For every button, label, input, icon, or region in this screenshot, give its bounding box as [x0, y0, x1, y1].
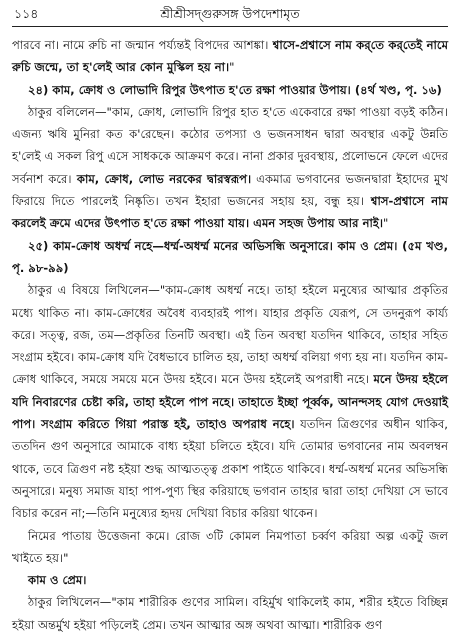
document-page	[0, 4, 460, 632]
bold-text-run: শ্বাসে-প্রশ্বাসে নাম কর্‌তে কর্‌তেই নামে রুচি জন্মে, তা হ'লেই আর কোন মুস্কিল হয় না।	[12, 38, 449, 75]
section-heading-24: ২৪) কাম, ক্রোধ ও লোভাদি রিপুর উৎপাত হ'তে রক্ষা পাওয়ার উপায়। (৪র্থ খণ্ড, পৃ. ১৬)	[28, 82, 442, 97]
text-run: ঠাকুর এ বিষয়ে লিখিলেন—"কাম-ক্রোধ অধর্ম্ম নহে। তাহা হইলে মনুষ্যের আত্মার প্রকৃতির মধ্যে থাকিত না। কাম-ক্রোধের অবৈধ ব্যবহারই পাপ। যাহার প্রকৃতি যেরূপ, সে তদনুরূপ কার্য্য করে। সত্ত্ব, রজ, তম—প্রকৃতির তিনটি অবস্থা। এই তিন অবস্থা যতদিন থাকিবে, তাহার সহিত সংগ্রাম হইবে। কাম-ক্রোধ যদি বৈধভাবে চালিত হয়, তাহা অধর্ম্ম বলিয়া গণ্য হয় না। যতদিন কাম-ক্রোধ থাকিবে, সময়ে সময়ে মনে উদয় হইবে। মনে উদয় হইলেই অপরাধী নহে।	[12, 283, 448, 387]
text-run: "	[383, 216, 389, 231]
paragraph-kam-prem: ঠাকুর লিখিলেন—"কাম শারীরিক গুণের সামিল। বহির্মুখ থাকিলেই কাম, শরীর হইতে বিচ্ছিন্ন হইয়া অন্তর্মুখ হইয়া পড়িলেই প্রেম। তখন আত্মার অঙ্গ অথবা আত্মা। শারীরিক গুণ	[12, 595, 448, 632]
page-body	[12, 34, 448, 636]
page-number: ১১৪	[14, 6, 39, 21]
bold-text-run: শ্বাস-প্রশ্বাসে নাম করলেই ক্রমে এদের উৎপাত হ'তে রক্ষা পাওয়া যায়। এমন সহজ উপায় আর নাই।	[12, 194, 448, 231]
paragraph-neem: নিমের পাতায় উত্তেজনা কমে। রোজ ৩টি কোমল নিমপাতা চর্ব্বণ করিয়া অল্প একটু জল খাইতে হয়।"	[12, 528, 448, 565]
running-title: শ্রীশ্রীসদ্‌গুরুসঙ্গ উপদেশামৃত	[160, 6, 300, 21]
text-run: একমাত্র ভগবানের ভজনদ্বারা ইহাদের মুখ ফিরায়ে দিতে পারলেই নিষ্কৃতি। তখন ইহারা ভজনের সহায় হয়, বন্ধু হয়।	[12, 171, 448, 209]
paragraph-continuation	[12, 34, 448, 79]
subheading-kam-prem: কাম ও প্রেম।	[28, 573, 87, 588]
section-heading-25: ২৫) কাম-ক্রোধ অধর্ম্ম নহে—ধর্ম্ম-অধর্ম্ম মনের অভিসন্ধি অনুসারে। কাম ও প্রেম। (৫ম খণ্ড, পৃ. ৯৮-৯৯)	[12, 238, 448, 275]
text-run: পারবে না। নামে রুচি না জন্মান পর্য্যন্তই বিপদের আশঙ্কা।	[12, 38, 269, 52]
page-header	[12, 4, 448, 27]
text-run: ঠাকুর বলিলেন—"কাম, ক্রোধ, লোভাদি রিপুর হাত হ'তে একেবারে রক্ষা পাওয়া বড়ই কঠিন। এজন্য ঋষি মুনিরা কত ক'রেছেন। কঠোর তপস্যা ও ভজনসাধন দ্বারা অবস্থার একটু উন্নতি হ'লেই এ সকল রিপু এসে সাধককে আক্রমণ করে। নানা প্রকার দুরবস্থায়, প্রলোভনে ফেলে এদের সর্বনাশ করে।	[12, 104, 448, 186]
text-run: "	[229, 60, 235, 75]
bold-text-run: কাম, ক্রোধ, লোভ নরকের দ্বারস্বরূপ।	[71, 171, 252, 186]
bold-text-run: মনে উদয় হইলে যদি নিবারণের চেষ্টা করি, তাহা হইলে পাপ নহে। তাহাতে ইচ্ছা পূর্ব্বক, আনন্দসহ যোগ দেওয়াই পাপ। সংগ্রাম করিতে গিয়া পরাস্ত হই, তাহাও অপরাধ নহে।	[12, 372, 449, 432]
text-run: যতদিন ত্রিগুণের অধীন থাকিব, ততদিন গুণ অনুসারে আমাকে বাধ্য হইয়া চলিতে হইবে। যদি তোমার ভগবানের নাম অবলম্বন থাকে, তবে ত্রিগুণ নষ্ট হইয়া শুদ্ধ আত্মতত্ত্ব প্রকাশ পাইতে থাকিবে। ধর্ম্ম-অধর্ম্ম মনের অভিসন্ধি অনুসারে। মনুষ্য সমাজ যাহা পাপ-পুণ্য স্থির করিয়াছে ভগবান তাহার দ্বারা তাহা দেখিয়া সে ভাবে বিচার করেন না;—তিনি মনুষ্যের হৃদয় দেখিয়া বিচার করিয়া থাকেন।	[12, 417, 448, 521]
paragraph-24	[12, 101, 448, 235]
paragraph-25	[12, 279, 448, 524]
